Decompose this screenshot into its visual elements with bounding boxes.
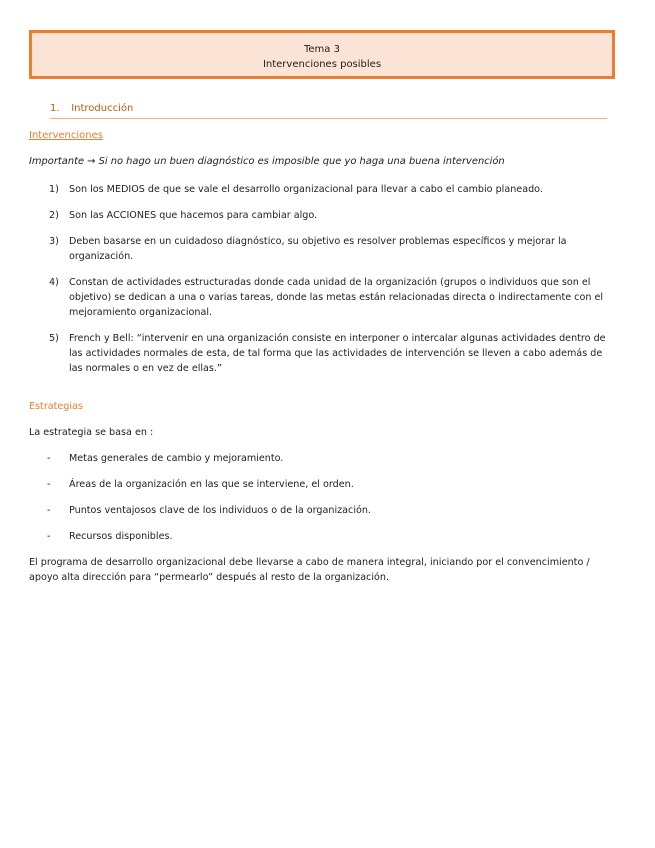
bullet-dash: - <box>47 531 51 542</box>
list-item-text: Constan de actividades estructuradas donde cada unidad de la organización (grupos o individuos que son el objetivo) se dedican a una o varias tareas, donde las metas están relacionadas directa o indirectamente con el mejoramiento organizacional. <box>69 277 604 318</box>
bullet-text: Puntos ventajosos clave de los individuos o de la organización. <box>69 505 371 516</box>
strategies-heading: Estrategias <box>29 401 83 412</box>
bullet-dash: - <box>47 479 51 490</box>
bullet-dash: - <box>47 505 51 516</box>
interventions-heading: Intervenciones <box>29 130 103 141</box>
list-item-number: 1) <box>49 184 59 195</box>
bullet-item <box>47 451 607 466</box>
list-item <box>49 331 609 376</box>
list-item <box>49 208 609 223</box>
bullet-text: Recursos disponibles. <box>69 531 173 542</box>
list-item <box>49 234 609 264</box>
interventions-list <box>49 182 609 387</box>
list-item <box>49 275 609 320</box>
section-title: Introducción <box>71 103 134 114</box>
bullet-item <box>47 503 607 518</box>
section-heading <box>50 103 607 119</box>
list-item-number: 3) <box>49 236 59 247</box>
strategies-list <box>47 451 607 555</box>
title-line-2: Intervenciones posibles <box>262 59 382 70</box>
bullet-item <box>47 477 607 492</box>
strategies-intro: La estrategia se basa en : <box>29 427 154 438</box>
list-item <box>49 182 609 197</box>
closing-paragraph: El programa de desarrollo organizacional debe llevarse a cabo de manera integral, iniciando por el convencimiento / apoyo alta dirección para “permearlo” después al resto de la organización. <box>29 557 590 583</box>
document-title-box <box>29 30 615 79</box>
list-item-number: 5) <box>49 333 59 344</box>
important-note: Importante → Si no hago un buen diagnóstico es imposible que yo haga una buena intervención <box>29 156 505 167</box>
bullet-text: Metas generales de cambio y mejoramiento. <box>69 453 284 464</box>
list-item-text: Deben basarse en un cuidadoso diagnóstico, su objetivo es resolver problemas específicos y mejorar la organización. <box>69 236 567 262</box>
title-line-1: Tema 3 <box>304 44 340 55</box>
bullet-dash: - <box>47 453 51 464</box>
list-item-number: 4) <box>49 277 59 288</box>
bullet-item <box>47 529 607 544</box>
list-item-text: Son los MEDIOS de que se vale el desarrollo organizacional para llevar a cabo el cambio planeado. <box>69 184 543 195</box>
list-item-text: Son las ACCIONES que hacemos para cambiar algo. <box>69 210 318 221</box>
section-number: 1. <box>50 103 60 114</box>
list-item-text: French y Bell: “intervenir en una organización consiste en interponer o intercalar algunas actividades dentro de las actividades normales de esta, de tal forma que las actividades de intervención se lleven a cabo además de las normales o en vez de ellas.” <box>69 333 606 374</box>
list-item-number: 2) <box>49 210 59 221</box>
bullet-text: Áreas de la organización en las que se interviene, el orden. <box>69 479 354 490</box>
